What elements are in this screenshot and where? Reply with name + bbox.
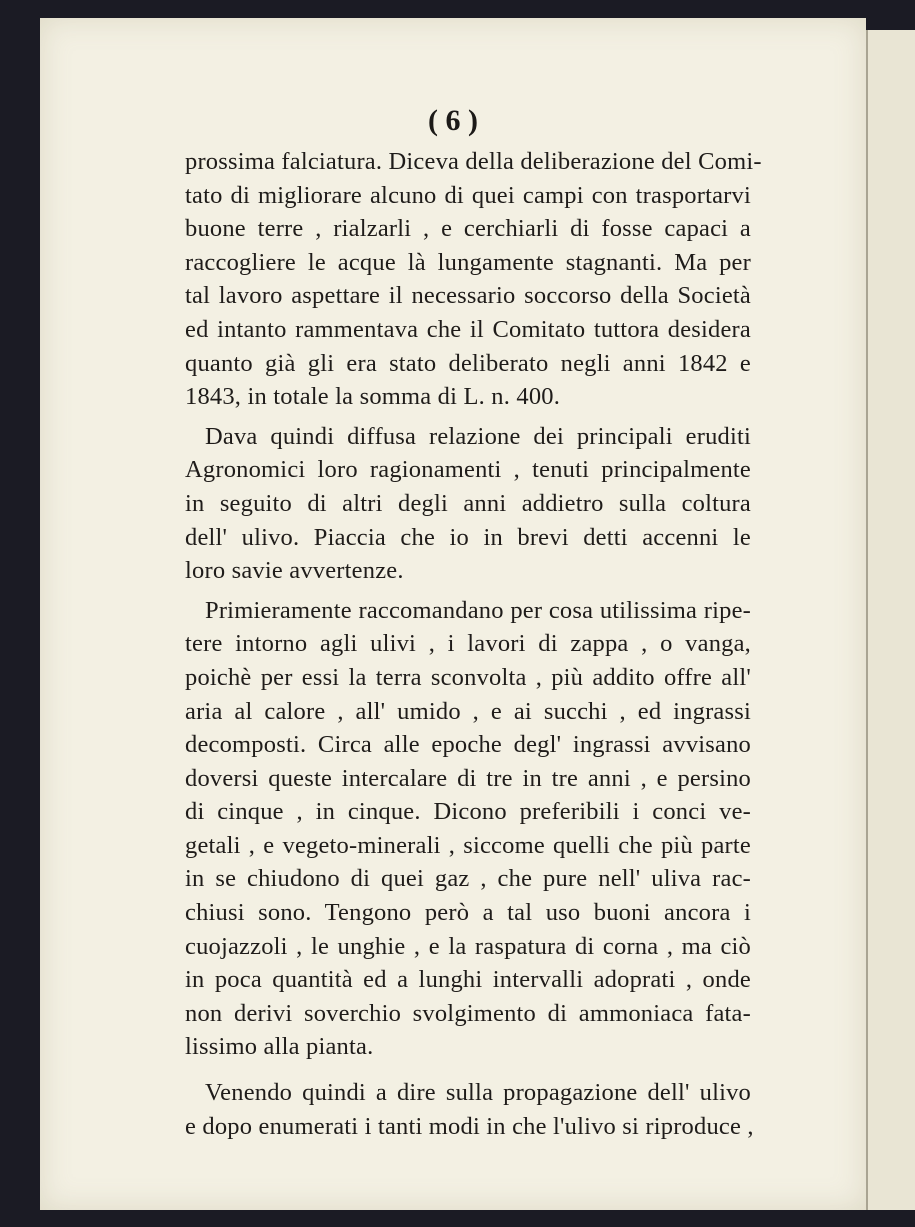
text-line: prossima falciatura. Diceva della deliberazione del Comi- (185, 148, 762, 175)
text-line: in seguito di altri degli anni addietro sulla coltura (185, 489, 751, 517)
text-line: tato di migliorare alcuno di quei campi con trasportarvi (185, 181, 751, 209)
text-line: dell' ulivo. Piaccia che io in brevi detti accenni le (185, 523, 751, 551)
text-line: tere intorno agli ulivi , i lavori di zappa , o vanga, (185, 630, 751, 658)
text-line: ed intanto rammentava che il Comitato tuttora desidera (185, 315, 751, 343)
paragraph (185, 1076, 754, 1143)
text-line: buone terre , rialzarli , e cerchiarli di fosse capaci a (185, 215, 751, 243)
text-line: tal lavoro aspettare il necessario soccorso della Società (185, 282, 751, 310)
text-line: Venendo quindi a dire sulla propagazione dell' ulivo (205, 1079, 751, 1107)
text-line: decomposti. Circa alle epoche degl' ingrassi avvisano (185, 731, 751, 759)
paragraph (185, 145, 762, 414)
book-page (40, 18, 866, 1210)
text-line: Agronomici loro ragionamenti , tenuti principalmente (185, 456, 751, 484)
text-line: non derivi soverchio svolgimento di ammoniaca fata- (185, 999, 751, 1027)
text-line: poichè per essi la terra sconvolta , più addito offre all' (185, 663, 751, 691)
text-line: cuojazzoli , le unghie , e la raspatura di corna , ma ciò (185, 932, 751, 960)
text-line: doversi queste intercalare di tre in tre anni , e persino (185, 764, 751, 792)
page-number: ( 6 ) (428, 104, 478, 137)
text-line: loro savie avvertenze. (185, 557, 404, 585)
text-line: raccogliere le acque là lungamente stagnanti. Ma per (185, 248, 751, 276)
text-line: Primieramente raccomandano per cosa utilissima ripe- (205, 596, 751, 624)
text-line: Dava quindi diffusa relazione dei principali eruditi (205, 422, 751, 450)
text-line: chiusi sono. Tengono però a tal uso buoni ancora i (185, 899, 751, 927)
text-line: in poca quantità ed a lunghi intervalli adoprati , onde (185, 966, 751, 994)
text-line: getali , e vegeto-minerali , siccome quelli che più parte (185, 831, 751, 859)
text-line: in se chiudono di quei gaz , che pure nell' uliva rac- (185, 865, 751, 893)
paragraph (185, 420, 751, 588)
text-line: aria al calore , all' umido , e ai succhi , ed ingrassi (185, 697, 751, 725)
adjacent-page-edge (866, 30, 915, 1210)
text-line: e dopo enumerati i tanti modi in che l'ulivo si riproduce , (185, 1112, 754, 1140)
text-line: quanto già gli era stato deliberato negli anni 1842 e (185, 349, 751, 377)
text-line: 1843, in totale la somma di L. n. 400. (185, 383, 561, 411)
body-text (185, 145, 762, 1149)
text-line: di cinque , in cinque. Dicono preferibili i conci ve- (185, 798, 751, 826)
text-line: lissimo alla pianta. (185, 1033, 374, 1061)
paragraph (185, 594, 751, 1064)
